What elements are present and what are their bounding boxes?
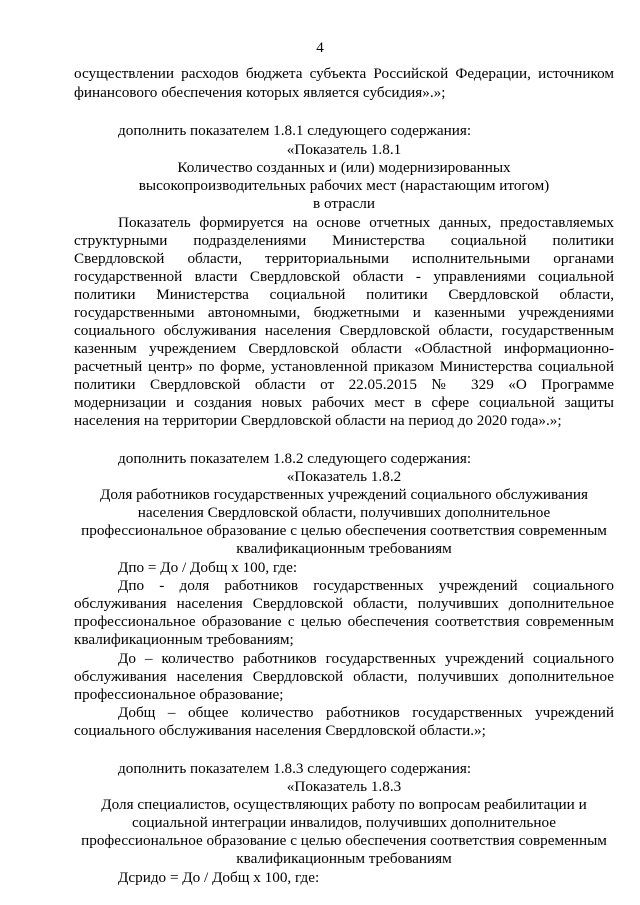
indicator-1-8-3-label: «Показатель 1.8.3 xyxy=(286,778,402,795)
indicator-1-8-2-title-line: Доля работников государственных учреждений социального обслуживания xyxy=(100,486,588,503)
indicator-1-8-2-definition-line: До – количество работников государственных учреждений социального xyxy=(118,650,614,667)
continuation-line-2: финансового обеспечения которых является субсидия».»; xyxy=(74,84,446,101)
indicator-1-8-1-label: «Показатель 1.8.1 xyxy=(286,141,402,158)
indicator-1-8-2-title-line: квалификационным требованиям xyxy=(236,540,452,557)
continuation-line-1: осуществлении расходов бюджета субъекта Российской Федерации, источником xyxy=(74,65,614,82)
indicator-1-8-1-intro: дополнить показателем 1.8.1 следующего содержания: xyxy=(118,122,472,139)
indicator-1-8-2-definition-line: обслуживания населения Свердловской области, получивших дополнительное xyxy=(74,595,614,612)
indicator-1-8-3-title-line: Доля специалистов, осуществляющих работу по вопросам реабилитации и xyxy=(101,796,587,813)
indicator-1-8-2-definition-line: обслуживания населения Свердловской области, получивших дополнительное xyxy=(74,668,614,685)
indicator-1-8-1-body-line: населения на территории Свердловской области на период до 2020 года».»; xyxy=(74,412,562,429)
indicator-1-8-2-title-line: профессиональное образование с целью обеспечения соответствия современным xyxy=(81,522,607,539)
page-number: 4 xyxy=(316,40,324,56)
indicator-1-8-2-definition-line: профессиональное образование; xyxy=(74,686,284,703)
indicator-1-8-2-intro: дополнить показателем 1.8.2 следующего содержания: xyxy=(118,450,472,467)
indicator-1-8-2-definition-line: квалификационным требованиям; xyxy=(74,631,294,648)
indicator-1-8-2-label: «Показатель 1.8.2 xyxy=(286,468,402,485)
indicator-1-8-1-title-line: в отрасли xyxy=(313,195,375,212)
indicator-1-8-1-body-line: структурными подразделениями Министерства социальной политики xyxy=(74,232,614,249)
indicator-1-8-1-title-line: высокопроизводительных рабочих мест (нарастающим итогом) xyxy=(138,177,550,194)
indicator-1-8-1-body-line: модернизации и создания новых рабочих мест в сфере социальной защиты xyxy=(74,394,614,411)
indicator-1-8-2-definition-line: социального обслуживания населения Свердловской области.»; xyxy=(74,722,486,739)
indicator-1-8-2-formula: Дпо = До / Добщ x 100, где: xyxy=(118,559,298,576)
indicator-1-8-2-title-line: населения Свердловской области, получивших дополнительное xyxy=(137,504,551,521)
indicator-1-8-2-definition-line: профессиональное образование с целью обеспечения соответствия современным xyxy=(74,613,614,630)
indicator-1-8-1-body-line: расчетный центр» по форме, установленной приказом Министерства социальной xyxy=(74,358,614,375)
indicator-1-8-3-title-line: профессиональное образование с целью обеспечения соответствия современным xyxy=(81,832,607,849)
indicator-1-8-2-definition-line: Дпо - доля работников государственных учреждений социального xyxy=(118,577,614,594)
indicator-1-8-1-body-line: социального обслуживания населения Свердловской области, государственным xyxy=(74,322,614,339)
indicator-1-8-1-title-line: Количество созданных и (или) модернизированных xyxy=(177,159,511,176)
indicator-1-8-1-body-line: политики Свердловской области от 22.05.2015 № 329 «О Программе xyxy=(74,376,614,393)
indicator-1-8-1-body-line: государственной власти Свердловской области - управлениями социальной xyxy=(74,268,614,285)
indicator-1-8-3-title-line: социальной интеграции инвалидов, получивших дополнительное xyxy=(132,814,556,831)
indicator-1-8-1-body-line: Свердловской области, территориальными исполнительными органами xyxy=(74,250,614,267)
indicator-1-8-2-definition-line: Добщ – общее количество работников государственных учреждений xyxy=(118,704,614,721)
indicator-1-8-1-body-line: государственными автономными, бюджетными и казенными учреждениями xyxy=(74,304,614,321)
indicator-1-8-3-title-line: квалификационным требованиям xyxy=(236,850,452,867)
indicator-1-8-3-formula: Дсридо = До / Добщ x 100, где: xyxy=(118,869,320,886)
indicator-1-8-1-body-line: политики Министерства социальной политики Свердловской области, xyxy=(74,286,614,303)
indicator-1-8-1-body-line: казенным учреждением Свердловской области «Областной информационно- xyxy=(74,340,614,357)
indicator-1-8-1-body-line: Показатель формируется на основе отчетных данных, предоставляемых xyxy=(118,214,614,231)
indicator-1-8-3-intro: дополнить показателем 1.8.3 следующего содержания: xyxy=(118,760,472,777)
